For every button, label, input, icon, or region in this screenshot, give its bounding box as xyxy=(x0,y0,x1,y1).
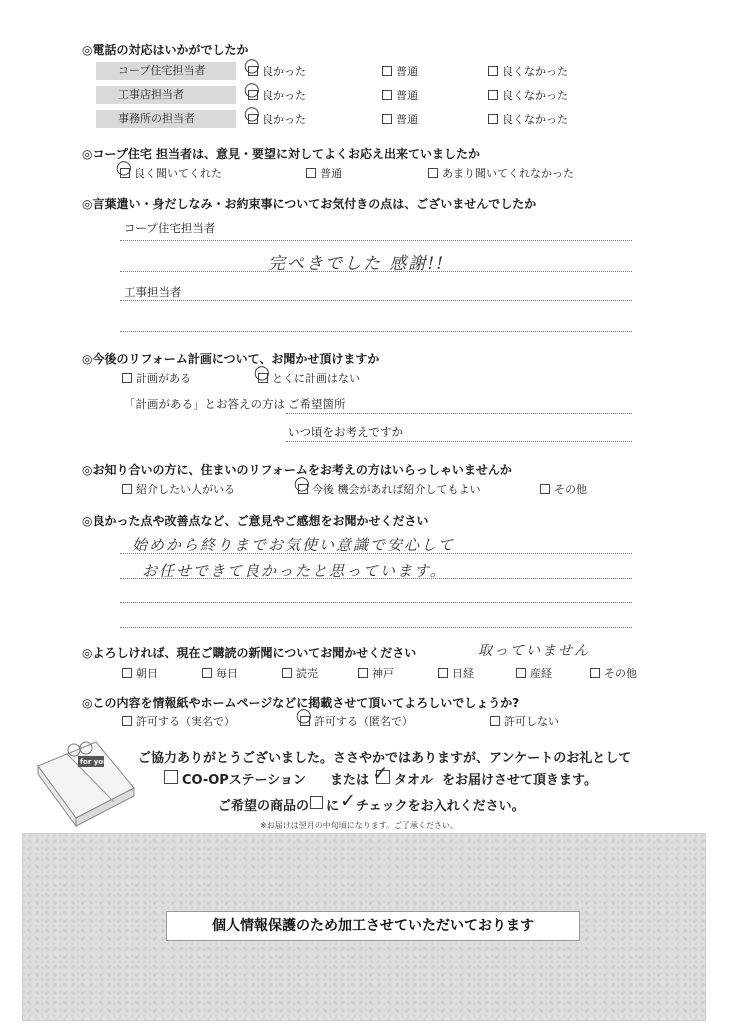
q5-option-referral: 紹介したい人がいる xyxy=(136,483,235,496)
gift-or-text: または xyxy=(330,773,370,788)
q2-option-normal: 普通 xyxy=(320,167,342,180)
q8-option-anonymous: 許可する（匿名で） xyxy=(314,715,413,728)
q1-office-bad-checkbox[interactable] xyxy=(488,114,498,124)
privacy-notice: 個人情報保護のため加工させていただいております xyxy=(166,911,580,941)
q1-construction-normal-checkbox[interactable] xyxy=(382,90,392,100)
handwritten-circle-mark: ◯ xyxy=(294,476,310,492)
q7-option-nikkei: 日経 xyxy=(452,667,474,680)
q7-option-asahi: 朝日 xyxy=(136,667,158,680)
delivery-note: ※お届けは翌月の中旬頃になります。ご了承ください。 xyxy=(260,821,459,830)
q1-row-coop-label: コープ住宅担当者 xyxy=(96,62,236,80)
instruction-box-icon xyxy=(310,796,323,809)
q3-construction-label: 工事担当者 xyxy=(124,285,182,299)
q1-office-normal-checkbox[interactable] xyxy=(382,114,392,124)
q1-row-construction-label: 工事店担当者 xyxy=(96,86,236,104)
answer-line xyxy=(120,627,632,628)
gift-option-towel: タオル xyxy=(394,773,434,788)
gift-tag-text: for you xyxy=(80,758,109,766)
q3-title: ◎言葉遣い・身だしなみ・お約束事についてお気付きの点は、ございませんでしたか xyxy=(82,197,537,211)
answer-line xyxy=(120,271,632,272)
handwritten-circle-mark: ◯ xyxy=(244,106,260,122)
q8-deny-checkbox[interactable] xyxy=(490,716,500,726)
instruction-suffix: チェックをお入れください。 xyxy=(356,799,525,814)
answer-line xyxy=(120,553,632,554)
q6-handwritten-line-2: お任せできて良かったと思っています。 xyxy=(142,562,447,580)
answer-line xyxy=(120,578,632,579)
instruction-prefix: ご希望の商品の xyxy=(218,799,310,814)
handwritten-circle-mark: ◯ xyxy=(244,58,260,74)
gift-coop-station-checkbox[interactable] xyxy=(164,770,178,784)
q2-normal-checkbox[interactable] xyxy=(306,168,316,178)
q1-option-good: 良かった xyxy=(262,65,306,78)
gift-option-coop-station: CO-OPステーション xyxy=(182,773,307,788)
q3-handwritten-answer: 完ぺきでした 感謝!! xyxy=(268,254,446,274)
q1-option-bad: 良くなかった xyxy=(502,89,568,102)
q7-mainichi-checkbox[interactable] xyxy=(202,668,212,678)
q4-has-plan-checkbox[interactable] xyxy=(122,373,132,383)
q2-option-bad: あまり聞いてくれなかった xyxy=(442,167,574,180)
handwritten-check-mark-icon: ✓ xyxy=(372,761,389,785)
q1-title: ◎電話の対応はいかがでしたか xyxy=(82,43,249,57)
answer-line xyxy=(120,300,632,301)
q7-option-sankei: 産経 xyxy=(530,667,552,680)
q1-option-normal: 普通 xyxy=(396,113,418,126)
handwritten-circle-mark: ◯ xyxy=(244,82,260,98)
q4-followup-prefix: 「計画がある」とお答えの方は xyxy=(124,397,285,411)
q2-bad-checkbox[interactable] xyxy=(428,168,438,178)
q7-yomiuri-checkbox[interactable] xyxy=(282,668,292,678)
q4-followup-when: いつ頃をお考えですか xyxy=(288,425,403,439)
q1-option-bad: 良くなかった xyxy=(502,113,568,126)
answer-line xyxy=(286,413,632,414)
q8-option-deny: 許可しない xyxy=(504,715,559,728)
q1-construction-bad-checkbox[interactable] xyxy=(488,90,498,100)
q7-handwritten-answer: 取っていません xyxy=(478,643,590,659)
q7-option-mainichi: 毎日 xyxy=(216,667,238,680)
q1-row-office-label: 事務所の担当者 xyxy=(96,110,236,128)
q7-nikkei-checkbox[interactable] xyxy=(438,668,448,678)
q4-option-has-plan: 計画がある xyxy=(136,372,191,385)
handwritten-circle-mark: ◯ xyxy=(116,160,132,176)
handwritten-circle-mark: ◯ xyxy=(254,365,270,381)
answer-line xyxy=(286,441,632,442)
q1-coop-normal-checkbox[interactable] xyxy=(382,66,392,76)
gift-box-illustration xyxy=(34,738,138,828)
q7-other-checkbox[interactable] xyxy=(590,668,600,678)
gift-suffix-text: をお届けさせて頂きます。 xyxy=(442,773,597,788)
q6-title: ◎良かった点や改善点など、ご意見やご感想をお聞かせください xyxy=(82,514,429,528)
q8-option-real-name: 許可する（実名で） xyxy=(136,715,235,728)
q4-option-no-plan: とくに計画はない xyxy=(272,372,360,385)
q5-option-other: その他 xyxy=(554,483,587,496)
q5-title: ◎お知り合いの方に、住まいのリフォームをお考えの方はいらっしゃいませんか xyxy=(82,463,512,477)
q3-coop-label: コープ住宅担当者 xyxy=(124,221,216,235)
q8-real-name-checkbox[interactable] xyxy=(122,716,132,726)
q1-option-normal: 普通 xyxy=(396,65,418,78)
q1-option-good: 良かった xyxy=(262,89,306,102)
q1-coop-bad-checkbox[interactable] xyxy=(488,66,498,76)
q5-option-maybe: 今後 機会があれば紹介してもよい xyxy=(312,483,481,496)
q7-title: ◎よろしければ、現在ご購読の新聞についてお聞かせください xyxy=(82,646,417,660)
q2-title: ◎コープ住宅 担当者は、意見・要望に対してよくお応え出来ていましたか xyxy=(82,147,481,161)
q7-kobe-checkbox[interactable] xyxy=(358,668,368,678)
q7-sankei-checkbox[interactable] xyxy=(516,668,526,678)
q7-option-yomiuri: 読売 xyxy=(296,667,318,680)
q1-option-good: 良かった xyxy=(262,113,306,126)
q7-option-other: その他 xyxy=(604,667,637,680)
q6-handwritten-line-1: 始めから終りまでお気使い意識で安心して xyxy=(132,536,456,554)
q4-title: ◎今後のリフォーム計画について、お聞かせ頂けますか xyxy=(82,352,380,366)
q8-title: ◎この内容を情報紙やホームページなどに掲載させて頂いてよろしいでしょうか? xyxy=(82,696,520,710)
q4-followup-place: ご希望箇所 xyxy=(288,397,346,411)
q1-option-normal: 普通 xyxy=(396,89,418,102)
q1-option-bad: 良くなかった xyxy=(502,65,568,78)
q2-option-good: 良く聞いてくれた xyxy=(134,167,222,180)
q7-asahi-checkbox[interactable] xyxy=(122,668,132,678)
handwritten-circle-mark: ◯ xyxy=(296,708,312,724)
answer-line xyxy=(120,331,632,332)
instruction-mid: に xyxy=(326,799,340,814)
q7-option-kobe: 神戸 xyxy=(372,667,394,680)
answer-line xyxy=(120,602,632,603)
q5-other-checkbox[interactable] xyxy=(540,484,550,494)
closing-thanks: ご協力ありがとうございました。ささやかではありますが、アンケートのお礼として xyxy=(138,751,632,766)
check-mark-icon: ✓ xyxy=(340,790,356,812)
answer-line xyxy=(120,240,632,241)
q5-referral-checkbox[interactable] xyxy=(122,484,132,494)
